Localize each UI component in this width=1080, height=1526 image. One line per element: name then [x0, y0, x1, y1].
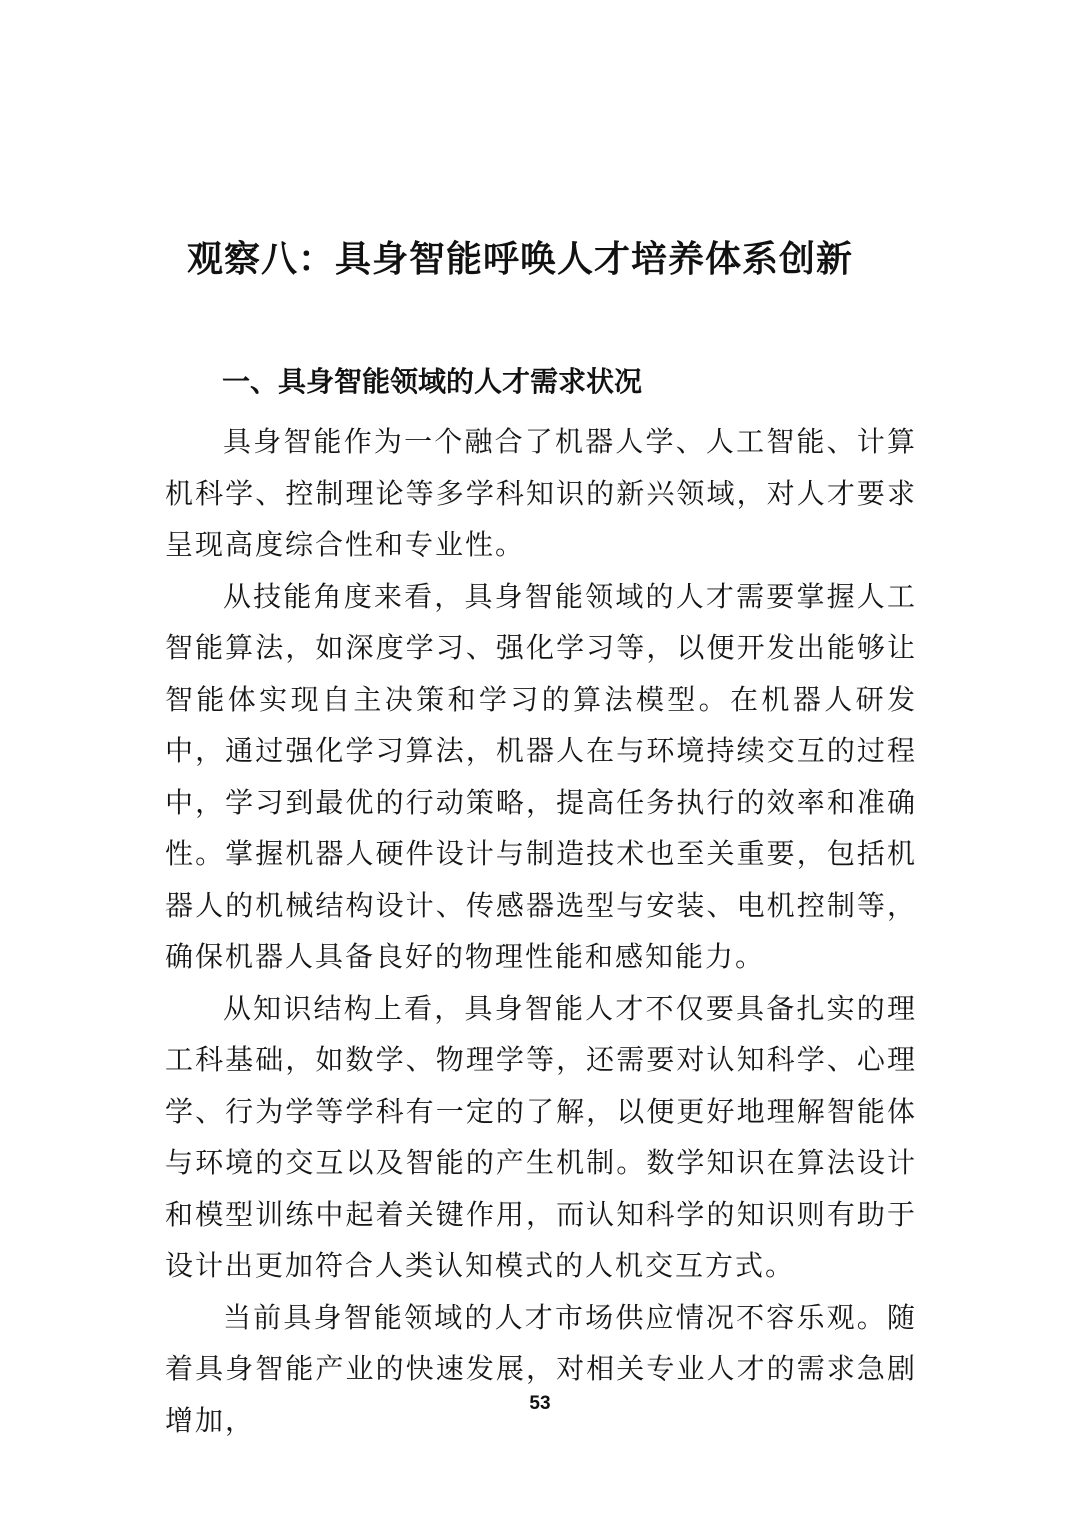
body-text — [165, 416, 917, 1446]
chapter-title: 观察八：具身智能呼唤人才培养体系创新 — [186, 239, 853, 280]
paragraph: 从知识结构上看，具身智能人才不仅要具备扎实的理工科基础，如数学、物理学等，还需要对认知科学、心理学、行为学等学科有一定的了解，以便更好地理解智能体与环境的交互以及智能的产生机制。数学知识在算法设计和模型训练中起着关键作用，而认知科学的知识则有助于设计出更加符合人类认知模式的人机交互方式。 — [165, 991, 917, 1282]
paragraph: 当前具身智能领域的人才市场供应情况不容乐观。随着具身智能产业的快速发展，对相关专业人才的需求急剧增加， — [165, 1300, 917, 1437]
page-number: 53 — [529, 1393, 551, 1414]
paragraph: 具身智能作为一个融合了机器人学、人工智能、计算机科学、控制理论等多学科知识的新兴领域，对人才要求呈现高度综合性和专业性。 — [165, 425, 917, 561]
section-heading: 一、具身智能领域的人才需求状况 — [222, 365, 643, 398]
paragraph: 从技能角度来看，具身智能领域的人才需要掌握人工智能算法，如深度学习、强化学习等，以便开发出能够让智能体实现自主决策和学习的算法模型。在机器人研发中，通过强化学习算法，机器人在与环境持续交互的过程中，学习到最优的行动策略，提高任务执行的效率和准确性。掌握机器人硬件设计与制造技术也至关重要，包括机器人的机械结构设计、传感器选型与安装、电机控制等，确保机器人具备良好的物理性能和感知能力。 — [165, 579, 917, 973]
